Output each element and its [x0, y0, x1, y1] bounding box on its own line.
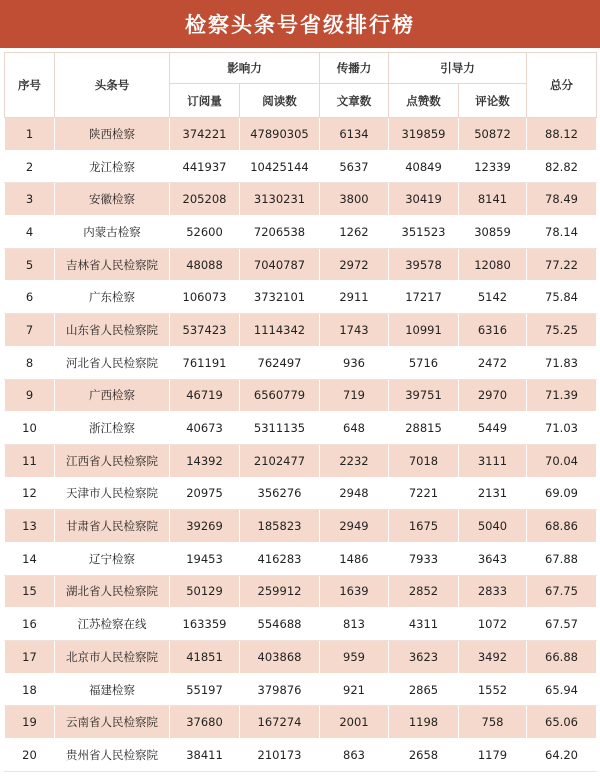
cell-articles: 2001 — [320, 706, 389, 739]
cell-comments: 5449 — [459, 412, 527, 445]
cell-likes: 40849 — [389, 150, 459, 183]
cell-subscribers: 38411 — [170, 739, 240, 772]
cell-rank: 8 — [5, 346, 55, 379]
header-row-group — [5, 53, 597, 84]
cell-subscribers: 52600 — [170, 216, 240, 249]
ranking-table — [4, 52, 597, 772]
cell-articles: 2911 — [320, 281, 389, 314]
cell-comments: 30859 — [459, 216, 527, 249]
cell-articles: 959 — [320, 641, 389, 674]
cell-reads: 7040787 — [240, 248, 320, 281]
cell-articles: 2972 — [320, 248, 389, 281]
cell-subscribers: 205208 — [170, 183, 240, 216]
cell-rank: 2 — [5, 150, 55, 183]
table-row — [5, 216, 597, 249]
col-header-rank: 序号 — [5, 53, 55, 118]
cell-rank: 15 — [5, 575, 55, 608]
cell-reads: 167274 — [240, 706, 320, 739]
cell-subscribers: 20975 — [170, 477, 240, 510]
col-header-influence: 影响力 — [170, 53, 320, 84]
cell-comments: 758 — [459, 706, 527, 739]
cell-reads: 3130231 — [240, 183, 320, 216]
cell-articles: 6134 — [320, 118, 389, 151]
cell-rank: 5 — [5, 248, 55, 281]
cell-total: 69.09 — [527, 477, 597, 510]
cell-articles: 863 — [320, 739, 389, 772]
cell-total: 71.03 — [527, 412, 597, 445]
cell-rank: 20 — [5, 739, 55, 772]
table-row — [5, 444, 597, 477]
cell-total: 71.83 — [527, 346, 597, 379]
cell-subscribers: 37680 — [170, 706, 240, 739]
col-header-reads: 阅读数 — [240, 84, 320, 118]
table-row — [5, 673, 597, 706]
cell-reads: 1114342 — [240, 314, 320, 347]
cell-subscribers: 537423 — [170, 314, 240, 347]
cell-comments: 50872 — [459, 118, 527, 151]
cell-account: 甘肃省人民检察院 — [55, 510, 170, 543]
cell-likes: 10991 — [389, 314, 459, 347]
cell-articles: 2232 — [320, 444, 389, 477]
cell-likes: 7221 — [389, 477, 459, 510]
table-row — [5, 281, 597, 314]
cell-comments: 2833 — [459, 575, 527, 608]
table-row — [5, 510, 597, 543]
cell-account: 内蒙古检察 — [55, 216, 170, 249]
cell-rank: 12 — [5, 477, 55, 510]
cell-account: 陕西检察 — [55, 118, 170, 151]
cell-subscribers: 14392 — [170, 444, 240, 477]
cell-reads: 356276 — [240, 477, 320, 510]
cell-articles: 2949 — [320, 510, 389, 543]
table-row — [5, 739, 597, 772]
cell-subscribers: 163359 — [170, 608, 240, 641]
cell-reads: 762497 — [240, 346, 320, 379]
cell-subscribers: 19453 — [170, 542, 240, 575]
cell-likes: 5716 — [389, 346, 459, 379]
cell-comments: 3492 — [459, 641, 527, 674]
cell-likes: 1675 — [389, 510, 459, 543]
cell-account: 广东检察 — [55, 281, 170, 314]
table-row — [5, 314, 597, 347]
cell-account: 江西省人民检察院 — [55, 444, 170, 477]
col-header-comments: 评论数 — [459, 84, 527, 118]
cell-subscribers: 55197 — [170, 673, 240, 706]
cell-likes: 28815 — [389, 412, 459, 445]
cell-likes: 30419 — [389, 183, 459, 216]
cell-account: 龙江检察 — [55, 150, 170, 183]
cell-subscribers: 41851 — [170, 641, 240, 674]
page-title: 检察头条号省级排行榜 — [185, 13, 415, 37]
cell-total: 77.22 — [527, 248, 597, 281]
cell-rank: 19 — [5, 706, 55, 739]
cell-account: 山东省人民检察院 — [55, 314, 170, 347]
cell-rank: 4 — [5, 216, 55, 249]
cell-rank: 9 — [5, 379, 55, 412]
cell-reads: 210173 — [240, 739, 320, 772]
cell-likes: 351523 — [389, 216, 459, 249]
cell-articles: 1743 — [320, 314, 389, 347]
cell-rank: 3 — [5, 183, 55, 216]
cell-articles: 719 — [320, 379, 389, 412]
table-row — [5, 706, 597, 739]
table-row — [5, 542, 597, 575]
table-row — [5, 641, 597, 674]
cell-total: 67.88 — [527, 542, 597, 575]
col-header-spread: 传播力 — [320, 53, 389, 84]
cell-likes: 7018 — [389, 444, 459, 477]
cell-subscribers: 761191 — [170, 346, 240, 379]
cell-subscribers: 39269 — [170, 510, 240, 543]
table-row — [5, 346, 597, 379]
cell-comments: 2472 — [459, 346, 527, 379]
cell-total: 70.04 — [527, 444, 597, 477]
cell-likes: 2865 — [389, 673, 459, 706]
col-header-articles: 文章数 — [320, 84, 389, 118]
cell-comments: 1179 — [459, 739, 527, 772]
cell-likes: 17217 — [389, 281, 459, 314]
cell-rank: 14 — [5, 542, 55, 575]
cell-account: 江苏检察在线 — [55, 608, 170, 641]
cell-reads: 403868 — [240, 641, 320, 674]
cell-reads: 416283 — [240, 542, 320, 575]
cell-comments: 1552 — [459, 673, 527, 706]
cell-account: 安徽检察 — [55, 183, 170, 216]
cell-account: 辽宁检察 — [55, 542, 170, 575]
cell-account: 湖北省人民检察院 — [55, 575, 170, 608]
cell-subscribers: 48088 — [170, 248, 240, 281]
cell-rank: 10 — [5, 412, 55, 445]
cell-subscribers: 106073 — [170, 281, 240, 314]
cell-articles: 921 — [320, 673, 389, 706]
cell-rank: 13 — [5, 510, 55, 543]
cell-articles: 648 — [320, 412, 389, 445]
cell-total: 66.88 — [527, 641, 597, 674]
cell-reads: 259912 — [240, 575, 320, 608]
cell-articles: 2948 — [320, 477, 389, 510]
cell-total: 78.49 — [527, 183, 597, 216]
cell-reads: 10425144 — [240, 150, 320, 183]
cell-account: 河北省人民检察院 — [55, 346, 170, 379]
cell-comments: 2131 — [459, 477, 527, 510]
cell-total: 67.57 — [527, 608, 597, 641]
table-row — [5, 248, 597, 281]
table-row — [5, 608, 597, 641]
cell-likes: 319859 — [389, 118, 459, 151]
cell-reads: 554688 — [240, 608, 320, 641]
cell-comments: 12080 — [459, 248, 527, 281]
title-banner — [0, 0, 600, 48]
cell-comments: 1072 — [459, 608, 527, 641]
cell-reads: 47890305 — [240, 118, 320, 151]
cell-total: 75.25 — [527, 314, 597, 347]
cell-likes: 39751 — [389, 379, 459, 412]
cell-likes: 7933 — [389, 542, 459, 575]
cell-rank: 11 — [5, 444, 55, 477]
table-row — [5, 477, 597, 510]
table-row — [5, 379, 597, 412]
cell-total: 65.06 — [527, 706, 597, 739]
cell-reads: 3732101 — [240, 281, 320, 314]
table-row — [5, 412, 597, 445]
cell-articles: 1639 — [320, 575, 389, 608]
cell-total: 67.75 — [527, 575, 597, 608]
cell-rank: 16 — [5, 608, 55, 641]
cell-likes: 4311 — [389, 608, 459, 641]
table-row — [5, 118, 597, 151]
cell-rank: 17 — [5, 641, 55, 674]
cell-likes: 1198 — [389, 706, 459, 739]
table-row — [5, 150, 597, 183]
cell-comments: 6316 — [459, 314, 527, 347]
table-row — [5, 575, 597, 608]
table-body — [5, 118, 597, 772]
cell-rank: 6 — [5, 281, 55, 314]
cell-total: 82.82 — [527, 150, 597, 183]
cell-reads: 2102477 — [240, 444, 320, 477]
cell-total: 68.86 — [527, 510, 597, 543]
cell-account: 北京市人民检察院 — [55, 641, 170, 674]
cell-articles: 5637 — [320, 150, 389, 183]
cell-subscribers: 46719 — [170, 379, 240, 412]
cell-subscribers: 50129 — [170, 575, 240, 608]
cell-account: 天津市人民检察院 — [55, 477, 170, 510]
cell-articles: 1486 — [320, 542, 389, 575]
cell-rank: 1 — [5, 118, 55, 151]
cell-articles: 3800 — [320, 183, 389, 216]
col-header-subscribers: 订阅量 — [170, 84, 240, 118]
cell-account: 云南省人民检察院 — [55, 706, 170, 739]
cell-comments: 3111 — [459, 444, 527, 477]
cell-articles: 813 — [320, 608, 389, 641]
cell-articles: 936 — [320, 346, 389, 379]
cell-account: 浙江检察 — [55, 412, 170, 445]
cell-subscribers: 441937 — [170, 150, 240, 183]
cell-total: 78.14 — [527, 216, 597, 249]
cell-account: 吉林省人民检察院 — [55, 248, 170, 281]
cell-total: 65.94 — [527, 673, 597, 706]
cell-reads: 379876 — [240, 673, 320, 706]
cell-comments: 5040 — [459, 510, 527, 543]
cell-account: 福建检察 — [55, 673, 170, 706]
cell-comments: 3643 — [459, 542, 527, 575]
cell-reads: 5311135 — [240, 412, 320, 445]
cell-rank: 18 — [5, 673, 55, 706]
cell-subscribers: 40673 — [170, 412, 240, 445]
col-header-guidance: 引导力 — [389, 53, 527, 84]
cell-total: 64.20 — [527, 739, 597, 772]
cell-total: 88.12 — [527, 118, 597, 151]
cell-reads: 185823 — [240, 510, 320, 543]
col-header-account: 头条号 — [55, 53, 170, 118]
cell-total: 75.84 — [527, 281, 597, 314]
cell-likes: 2852 — [389, 575, 459, 608]
cell-subscribers: 374221 — [170, 118, 240, 151]
cell-likes: 39578 — [389, 248, 459, 281]
cell-account: 广西检察 — [55, 379, 170, 412]
cell-comments: 2970 — [459, 379, 527, 412]
cell-articles: 1262 — [320, 216, 389, 249]
cell-total: 71.39 — [527, 379, 597, 412]
col-header-total: 总分 — [527, 53, 597, 118]
cell-likes: 3623 — [389, 641, 459, 674]
cell-comments: 8141 — [459, 183, 527, 216]
table-row — [5, 183, 597, 216]
cell-rank: 7 — [5, 314, 55, 347]
cell-account: 贵州省人民检察院 — [55, 739, 170, 772]
cell-reads: 7206538 — [240, 216, 320, 249]
cell-likes: 2658 — [389, 739, 459, 772]
cell-comments: 12339 — [459, 150, 527, 183]
cell-reads: 6560779 — [240, 379, 320, 412]
cell-comments: 5142 — [459, 281, 527, 314]
col-header-likes: 点赞数 — [389, 84, 459, 118]
